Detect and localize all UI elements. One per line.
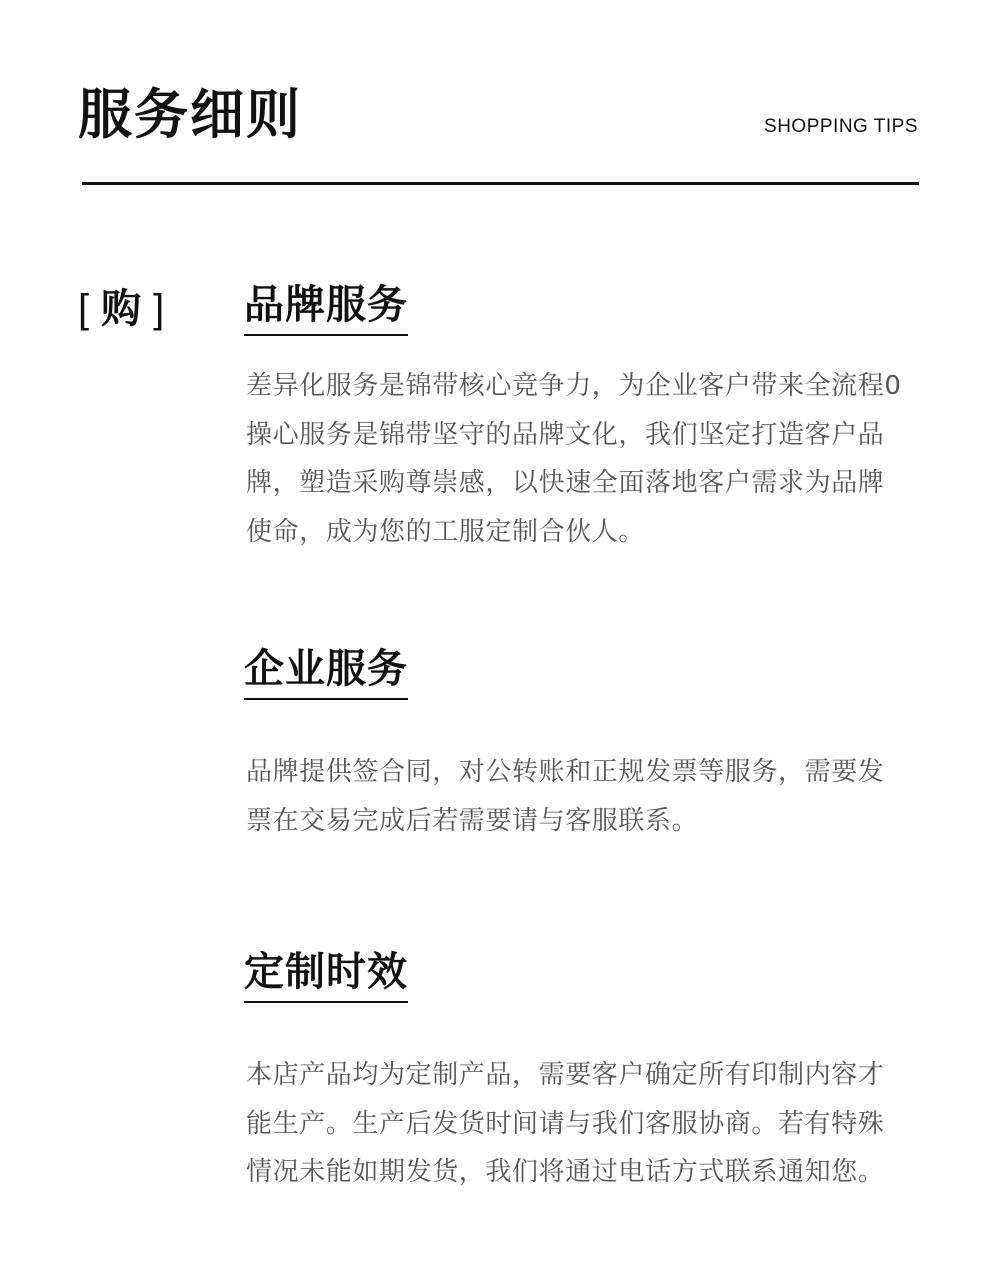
header-divider: [82, 182, 919, 185]
section-enterprise-service-heading: 企业服务: [244, 644, 408, 700]
section-custom-lead-time-heading: 定制时效: [244, 947, 408, 1003]
section-brand-service-heading: 品牌服务: [244, 280, 408, 336]
section-brand-service-body: 差异化服务是锦带核心竞争力，为企业客户带来全流程0操心服务是锦带坚守的品牌文化，我们坚定打造客户品牌，塑造采购尊崇感，以快速全面落地客户需求为品牌使命，成为您的工服定制合伙人。: [246, 371, 902, 547]
tag-open-bracket: [: [78, 287, 90, 331]
tag-label: 购: [101, 286, 142, 332]
section-enterprise-service-body: 品牌提供签合同，对公转账和正规发票等服务，需要发票在交易完成后若需要请与客服联系。: [246, 757, 885, 836]
category-tag: [78, 281, 164, 337]
page-subtitle: SHOPPING TIPS: [764, 116, 918, 137]
page-title: 服务细则: [78, 83, 302, 146]
section-custom-lead-time-body: 本店产品均为定制产品，需要客户确定所有印制内容才能生产。生产后发货时间请与我们客服协商。若有特殊情况未能如期发货，我们将通过电话方式联系通知您。: [246, 1060, 885, 1187]
tag-close-bracket: ]: [153, 287, 165, 331]
